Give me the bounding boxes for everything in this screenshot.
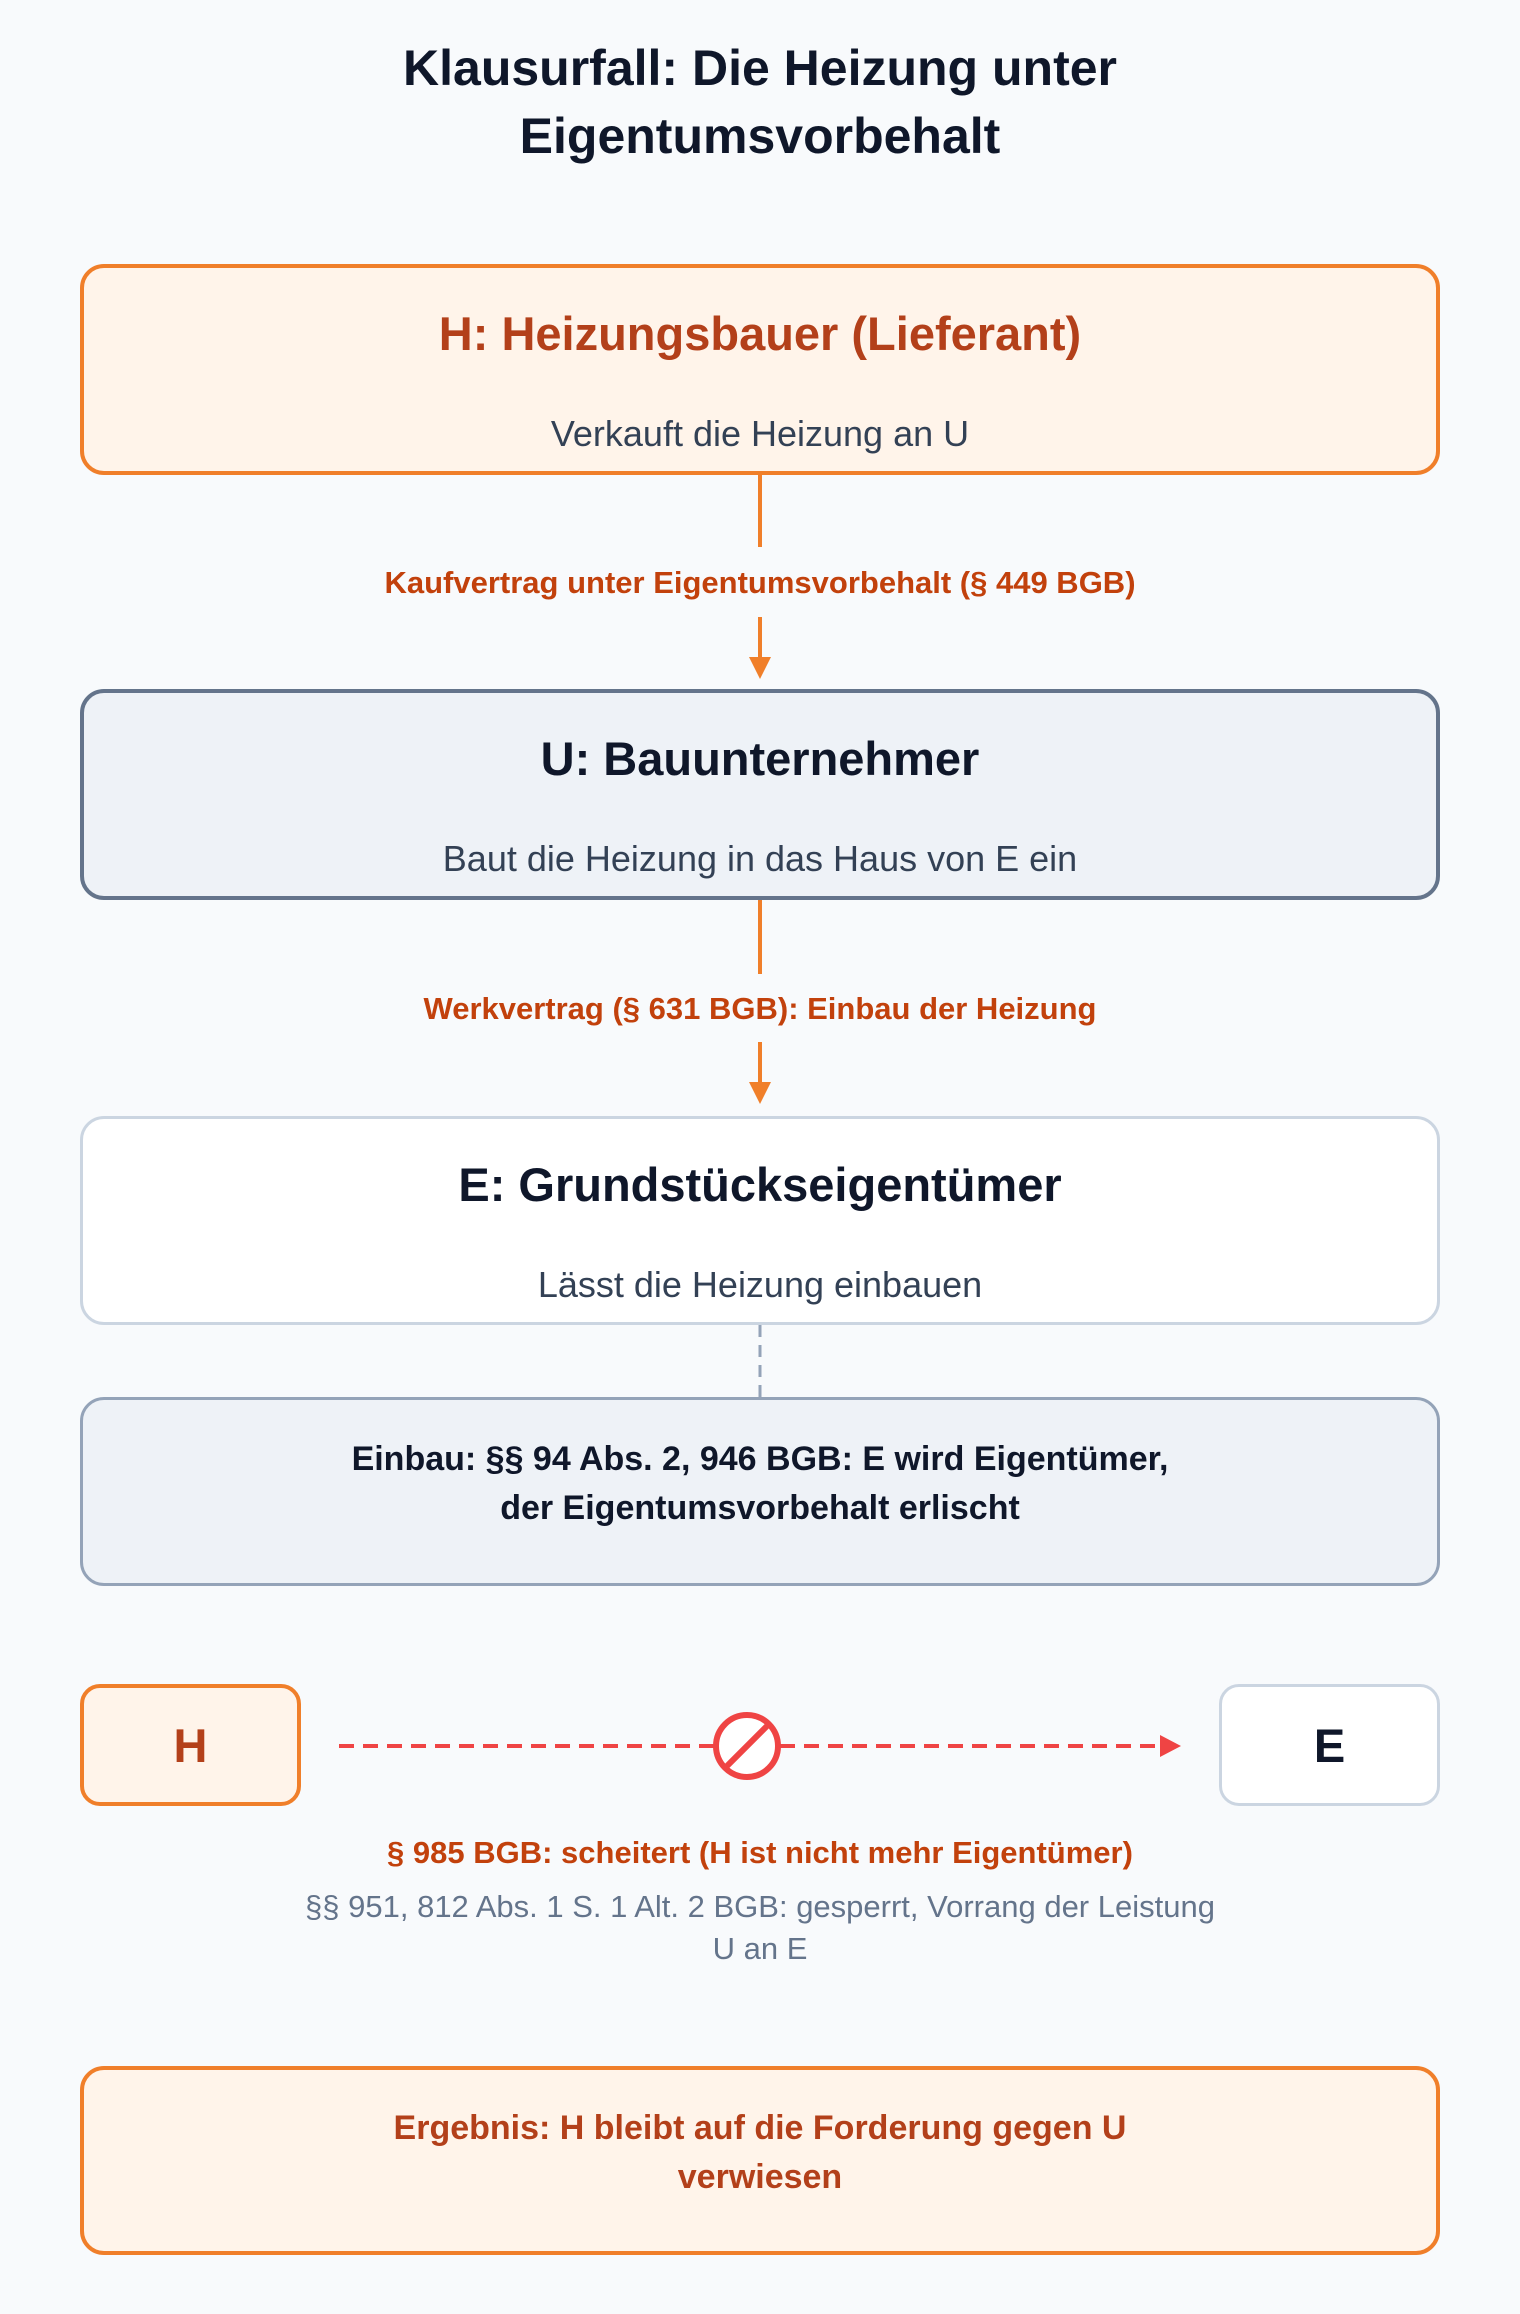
arrow-right-icon xyxy=(1160,1735,1181,1757)
page-title-line-1: Klausurfall: Die Heizung unter xyxy=(403,40,1117,96)
claim-note-line-2: U an E xyxy=(712,1931,808,1966)
einbau-note-box xyxy=(80,1397,1440,1586)
party-u-title: U: Bauunternehmer xyxy=(540,732,980,785)
claim-from-box xyxy=(80,1684,301,1806)
party-e-title: E: Grundstückseigentümer xyxy=(458,1158,1062,1211)
conclusion-line-1: Ergebnis: H bleibt auf die Forderung gegen U xyxy=(393,2109,1127,2147)
party-h-title: H: Heizungsbauer (Lieferant) xyxy=(438,307,1082,360)
party-box-e xyxy=(80,1116,1440,1325)
conclusion-line-2: verwiesen xyxy=(677,2158,843,2196)
party-h-subtitle: Verkauft die Heizung an U xyxy=(550,413,970,454)
party-u-subtitle: Baut die Heizung in das Haus von E ein xyxy=(442,838,1078,879)
party-box-u xyxy=(80,689,1440,900)
relation-label-u-e: Werkvertrag (§ 631 BGB): Einbau der Heizung xyxy=(423,991,1097,1026)
claim-result-text: § 985 BGB: scheitert (H ist nicht mehr Eigentümer) xyxy=(387,1835,1133,1870)
einbau-note-line-1: Einbau: §§ 94 Abs. 2, 946 BGB: E wird Eigentümer, xyxy=(351,1440,1169,1478)
relation-label-h-u: Kaufvertrag unter Eigentumsvorbehalt (§ 449 BGB) xyxy=(384,565,1136,600)
party-e-subtitle: Lässt die Heizung einbauen xyxy=(537,1264,983,1305)
party-box-h xyxy=(80,264,1440,475)
claim-note-line-1: §§ 951, 812 Abs. 1 S. 1 Alt. 2 BGB: gesperrt, Vorrang der Leistung xyxy=(305,1889,1215,1924)
arrow-down-icon xyxy=(749,1082,771,1104)
blocked-icon-circle xyxy=(716,1715,778,1777)
einbau-note-line-2: der Eigentumsvorbehalt erlischt xyxy=(500,1489,1020,1527)
blocked-icon-slash xyxy=(725,1724,769,1768)
blocked-icon xyxy=(716,1715,778,1777)
arrow-down-icon xyxy=(749,657,771,679)
claim-to-label: E xyxy=(1313,1718,1346,1772)
conclusion-box xyxy=(80,2066,1440,2255)
page-title-line-2: Eigentumsvorbehalt xyxy=(519,108,1001,164)
claim-to-box xyxy=(1219,1684,1440,1806)
claim-from-label: H xyxy=(173,1718,208,1772)
